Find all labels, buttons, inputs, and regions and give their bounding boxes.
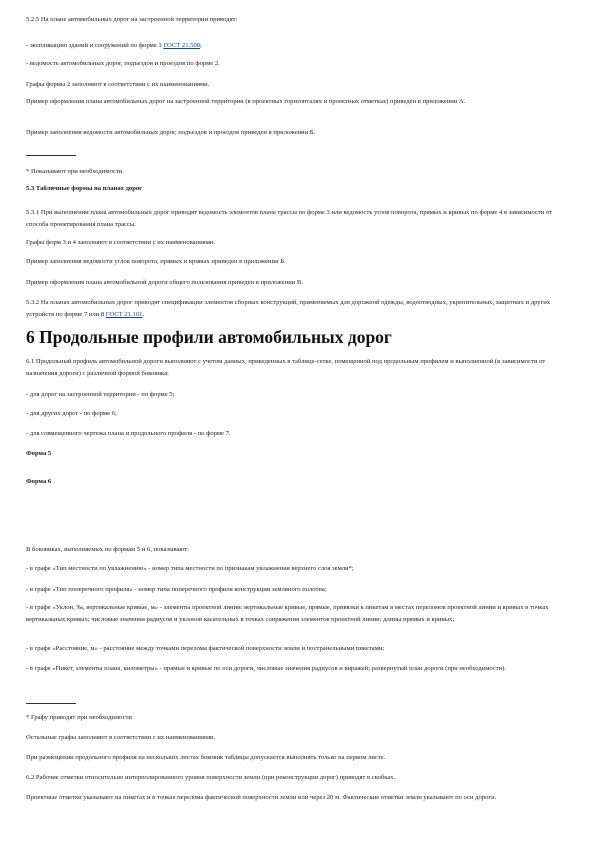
paragraph-6-1: 6.1 Продольный профиль автомобильной дороги выполняют с учетом данных, приведенных в таблице-сетке, помещенной под продольным профилем и выполненной (в зависимости от назначения дороги) с различной формой боковика: (26, 358, 546, 377)
paragraph-example-v: Пример заполнения ведомости углов поворота, прямых и кривых приведен в приложении Б. (26, 258, 286, 265)
list-item-combined-drawing: - для совмещенного чертежа плана и продольного профиля - по форме 7. (26, 430, 231, 437)
paragraph-multi-sheet: При размещении продольного профиля на нескольких листах боковик таблицы допускается выполнять только на первом листе. (26, 754, 386, 761)
list-item-other-roads: - для других дорог - по форме 6; (26, 410, 117, 417)
gost-21-101-link[interactable]: ГОСТ 21.101 (105, 310, 143, 318)
paragraph-5-3-1: 5.3.1 При выполнении плана автомобильных дорог приводят ведомость элементов плана трассы по форме 3 или ведомость углов поворота, прямых и кривых по форме 4 в зависимости от способа проектирования плана трассы. (26, 209, 553, 228)
footnote: * Показывают при необходимости. (26, 168, 124, 175)
paragraph-other-columns: Остальные графы заполняют в соответствии с их наименованиями. (26, 734, 216, 741)
paragraph-bokoviki: В боковиках, выполняемых по формам 5 и 6, показывают: (26, 546, 189, 553)
list-item-terrain-type: - в графе «Тип местности по увлажнению» - номер типа местности по признакам увлажнения верхнего слоя земли*; (26, 565, 354, 572)
paragraph-punctuation: . (142, 310, 145, 318)
paragraph-design-marks: Проектные отметки указывают на пикетах и в точках перелома фактической поверхности земли или через 20 м. Фактические отметки земли указывают по оси дороги. (26, 794, 497, 801)
form-6-label: Форма 6 (26, 478, 52, 485)
list-item-slope: - в графе «Уклон, ‰, вертикальные кривые, м» - элементы проектной линии: вертикальные кривые, прямые, привязки к пикетам в местах переломов проектной линии и кривых в точках вертикальных кривых; числовые значения радиусов и уклонов касательных в точках сопряжения элементов проектной линии; длины прямых и кривых; (26, 604, 549, 623)
form-5-label: Форма 5 (26, 450, 52, 457)
list-item-picket: - в графе «Пикет, элементы плана, километры» - прямые и кривые по оси дороги, числовые значения радиусов и виражей; развернутый план дороги (при необходимости). (26, 665, 507, 672)
list-item-distance: - в графе «Расстояние, м» - расстояние между точками перелома фактической поверхности земли и постранельными пикетами; (26, 645, 385, 652)
paragraph-5-3-2 (26, 297, 566, 320)
list-item-punctuation: ; (200, 42, 202, 49)
footnote-divider (26, 155, 76, 156)
section-heading-6: 6 Продольные профили автомобильных дорог (26, 327, 392, 347)
footnote: * Графу приводят при необходимости (26, 714, 132, 721)
list-item-text: - экспликацию зданий и сооружений по форме 3 (26, 42, 164, 49)
paragraph-example-b: Пример заполнения ведомости автомобильных дорог, подъездов и проездов приведен в приложении Б. (26, 129, 316, 136)
paragraph-example-a: Пример оформления плана автомобильных дорог на застроенной территории (в проектных горизонталях и проектных отметках) приведен в приложении А. (26, 98, 466, 105)
footnote-divider (26, 703, 76, 704)
list-item-roads-statement: - ведомость автомобильных дорог, подъездов и проездов по форме 2. (26, 60, 220, 67)
section-5-2-5: 5.2.5 На плане автомобильных дорог на застроенной территории приводят: (26, 16, 238, 23)
gost-21-508-link[interactable]: ГОСТ 21.508 (163, 42, 201, 49)
section-heading-5-3: 5.3 Табличные формы на планах дорог (26, 185, 143, 192)
paragraph-form2: Графы формы 2 заполняют в соответствии с их наименованиями. (26, 81, 210, 88)
paragraph-6-2: 6.2 Рабочие отметки относительно интерполированного уровня поверхности земли (при реконструкции дорог) приводят в скобках. (26, 774, 396, 781)
list-item-built-area: - для дорог на застроенной территории - по форме 5; (26, 391, 175, 398)
list-item-explication (26, 40, 566, 52)
paragraph-example-general: Пример оформления плана автомобильной дороги общего пользования приведен в приложении В. (26, 279, 303, 286)
paragraph-text: 5.3.2 На планах автомобильных дорог приводят спецификации элементов сборных конструкций, применяемых для дорожной одежды, водоотводных, укрепительных, защитных и других устройств по форме 7 или 8 (26, 299, 551, 318)
list-item-cross-profile: - в графе «Тип поперечного профиля» - номер типа поперечного профиля конструкции земляного полотна; (26, 586, 327, 593)
paragraph-forms-3-4: Графы форм 3 и 4 заполняют в соответствии с их наименованиями. (26, 239, 216, 246)
